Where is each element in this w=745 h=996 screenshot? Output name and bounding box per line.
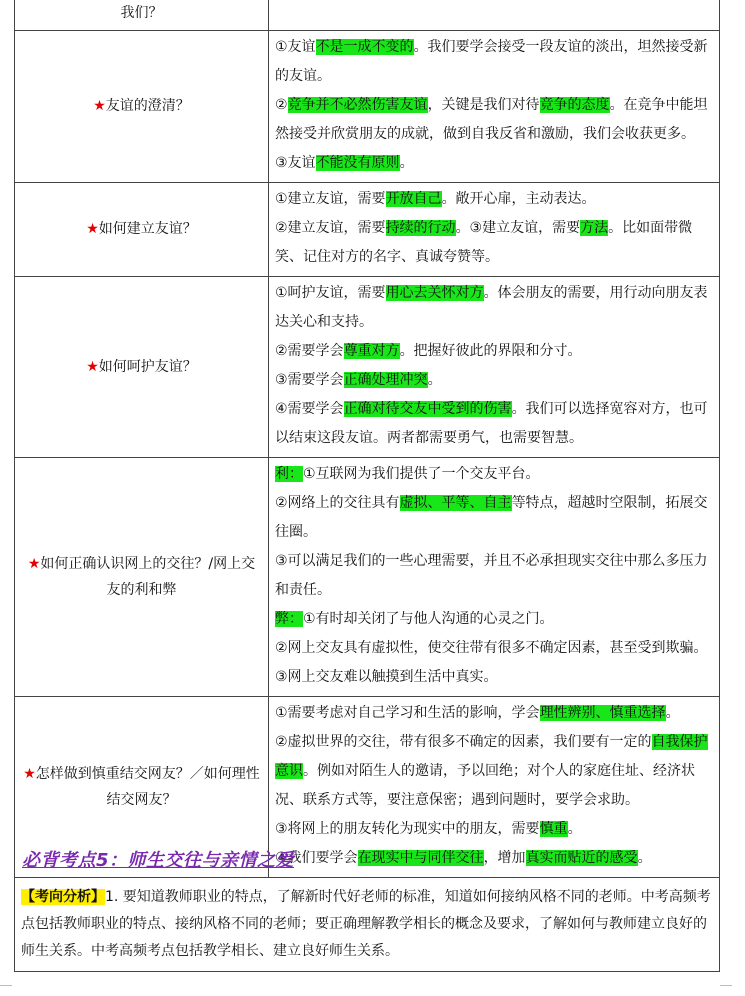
answer-point [275, 663, 713, 692]
highlighted-text: 弊： [275, 610, 303, 627]
answer-cell [269, 0, 720, 30]
answer-text: 。敞开心扉，主动表达。 [441, 190, 596, 207]
question-text: 我们？ [120, 5, 163, 21]
answer-text: 。例如对陌生人的邀请，予以回绝；对个人的家庭住址、经济状况、联系方式等，要注意保密；遇到问题时，要学会求助。 [275, 762, 695, 808]
page-corner-left [0, 985, 12, 996]
answer-point [275, 214, 713, 272]
table-row [15, 276, 720, 457]
answer-point [275, 844, 713, 873]
analysis-tag: 【考向分析】 [21, 889, 105, 905]
answer-text: 。 [427, 371, 442, 388]
answer-text: ②建立友谊，需要 [275, 219, 386, 236]
answer-text: ，关键是我们对待 [427, 96, 540, 113]
question-text: 如何正确认识网上的交往？/网上交友的利和弊 [40, 555, 256, 598]
star-icon: ★ [86, 221, 99, 237]
answer-cell [269, 30, 720, 182]
answer-text: ①互联网为我们提供了一个交友平台。 [303, 465, 540, 482]
answer-text: 等特点，超越时空限制，拓展交往圈。 [275, 494, 708, 540]
answer-text: ②网络上的交往具有 [275, 494, 400, 511]
page-corner-right [720, 985, 732, 996]
highlighted-text: 不是一成不变的 [315, 38, 414, 55]
highlighted-text: 正确处理冲突 [343, 371, 428, 388]
analysis-text: 1. 要知道教师职业的特点，了解新时代好老师的标准，知道如何接纳风格不同的老师。中考高频考点包括教师职业的特点、接纳风格不同的老师；要正确理解教学相长的概念及要求，了解如何与教师建立良好的师生关系。中考高频考点包括教学相长、建立良好师生关系。 [21, 889, 711, 959]
answer-text: ③可以满足我们的一些心理需要，并且不必承担现实交往中那么多压力和责任。 [275, 552, 708, 598]
question-cell [15, 457, 269, 696]
answer-text: 。 [665, 704, 680, 721]
answer-point [275, 149, 713, 178]
answer-point [275, 185, 713, 214]
highlighted-text: 用心去关怀对方 [385, 284, 484, 301]
answer-text: ①有时却关闭了与他人沟通的心灵之门。 [303, 610, 554, 627]
answer-point [275, 815, 713, 844]
highlighted-text: 真实而贴近的感受 [525, 849, 638, 866]
highlighted-text: 方法 [580, 219, 609, 236]
answer-point [275, 699, 713, 728]
answer-point [275, 337, 713, 366]
highlighted-text: 持续的行动 [385, 219, 456, 236]
highlighted-text: 在现实中与同伴交往 [357, 849, 484, 866]
answer-text: 。比如面带微笑、记住对方的名字、真诚夸赞等。 [275, 219, 693, 265]
question-text: 友谊的澄清？ [105, 98, 190, 114]
answer-point [275, 489, 713, 547]
answer-text: ②虚拟世界的交往，带有很多不确定的因素，我们要有一定的 [275, 733, 652, 750]
highlighted-text: 慎重 [539, 820, 568, 837]
qa-table [14, 0, 720, 878]
table-row [15, 457, 720, 696]
highlighted-text: 尊重对方 [343, 342, 400, 359]
table-row [15, 0, 720, 30]
analysis-box [14, 877, 720, 972]
answer-point [275, 634, 713, 663]
star-icon: ★ [23, 765, 36, 782]
answer-text: ④需要学会 [275, 400, 344, 417]
answer-point [275, 33, 713, 91]
answer-point [275, 91, 713, 149]
answer-text: 。③建立友谊，需要 [455, 219, 581, 236]
answer-point [275, 395, 713, 453]
answer-point [275, 728, 713, 815]
answer-text: ①友谊 [275, 38, 316, 55]
highlighted-text: 竞争并不必然伤害友谊 [287, 96, 428, 113]
answer-text: ② [275, 96, 288, 113]
answer-text: ④我们要学会 [275, 849, 358, 866]
answer-text: 。 [567, 820, 582, 837]
answer-text: 。在竞争中能坦然接受并欣赏朋友的成就，做到自我反省和激励，我们会收获更多。 [275, 96, 708, 142]
answer-cell [269, 696, 720, 877]
question-cell [15, 0, 269, 30]
answer-text: 。 [637, 849, 652, 866]
star-icon: ★ [27, 555, 41, 572]
answer-point [275, 279, 713, 337]
star-icon: ★ [86, 358, 99, 375]
answer-text: ②需要学会 [275, 342, 344, 359]
answer-text: ③网上交友难以触摸到生活中真实。 [275, 668, 498, 685]
table-row [15, 30, 720, 182]
question-cell [15, 182, 269, 276]
answer-point [275, 547, 713, 605]
answer-cell [269, 457, 720, 696]
star-icon: ★ [93, 98, 106, 114]
highlighted-text: 理性辨别、慎重选择 [539, 704, 666, 721]
highlighted-text: 竞争的态度 [539, 96, 610, 113]
question-text: 如何建立友谊？ [98, 221, 197, 237]
question-cell [15, 30, 269, 182]
highlighted-text: 开放自己 [385, 190, 442, 207]
answer-text: ①呵护友谊，需要 [275, 284, 386, 301]
question-text: 怎样做到慎重结交网友？／如何理性结交网友？ [35, 765, 260, 808]
answer-point [275, 366, 713, 395]
answer-text: ①建立友谊，需要 [275, 190, 386, 207]
answer-text: ①需要考虑对自己学习和生活的影响，学会 [275, 704, 540, 721]
table-row [15, 182, 720, 276]
answer-text: ，增加 [483, 849, 526, 866]
answer-text: ③将网上的朋友转化为现实中的朋友，需要 [275, 820, 540, 837]
answer-text: 。我们要学会接受一段友谊的淡出，坦然接受新的友谊。 [275, 38, 708, 84]
answer-text: 。体会朋友的需要，用行动向朋友表达关心和支持。 [275, 284, 708, 330]
answer-cell [269, 182, 720, 276]
section-title: 必背考点5：师生交往与亲情之爱 [22, 850, 295, 871]
highlighted-text: 正确对待交友中受到的伤害 [343, 400, 512, 417]
answer-point [275, 605, 713, 634]
answer-point [275, 460, 713, 489]
answer-text: ③友谊 [275, 154, 316, 171]
answer-text: 。把握好彼此的界限和分寸。 [399, 342, 582, 359]
question-text: 如何呵护友谊？ [98, 358, 197, 375]
highlighted-text: 利： [275, 465, 303, 482]
answer-text: ③需要学会 [275, 371, 344, 388]
answer-text: 。我们可以选择宽容对方，也可以结束这段友谊。两者都需要勇气，也需要智慧。 [275, 400, 708, 446]
highlighted-text: 自我保护意识 [275, 733, 708, 779]
highlighted-text: 虚拟、平等、自主 [399, 494, 512, 511]
answer-cell [269, 276, 720, 457]
question-cell [15, 276, 269, 457]
answer-text: ②网上交友具有虚拟性，使交往带有很多不确定因素，甚至受到欺骗。 [275, 639, 708, 656]
answer-text: 。 [399, 154, 414, 171]
highlighted-text: 不能没有原则 [315, 154, 400, 171]
